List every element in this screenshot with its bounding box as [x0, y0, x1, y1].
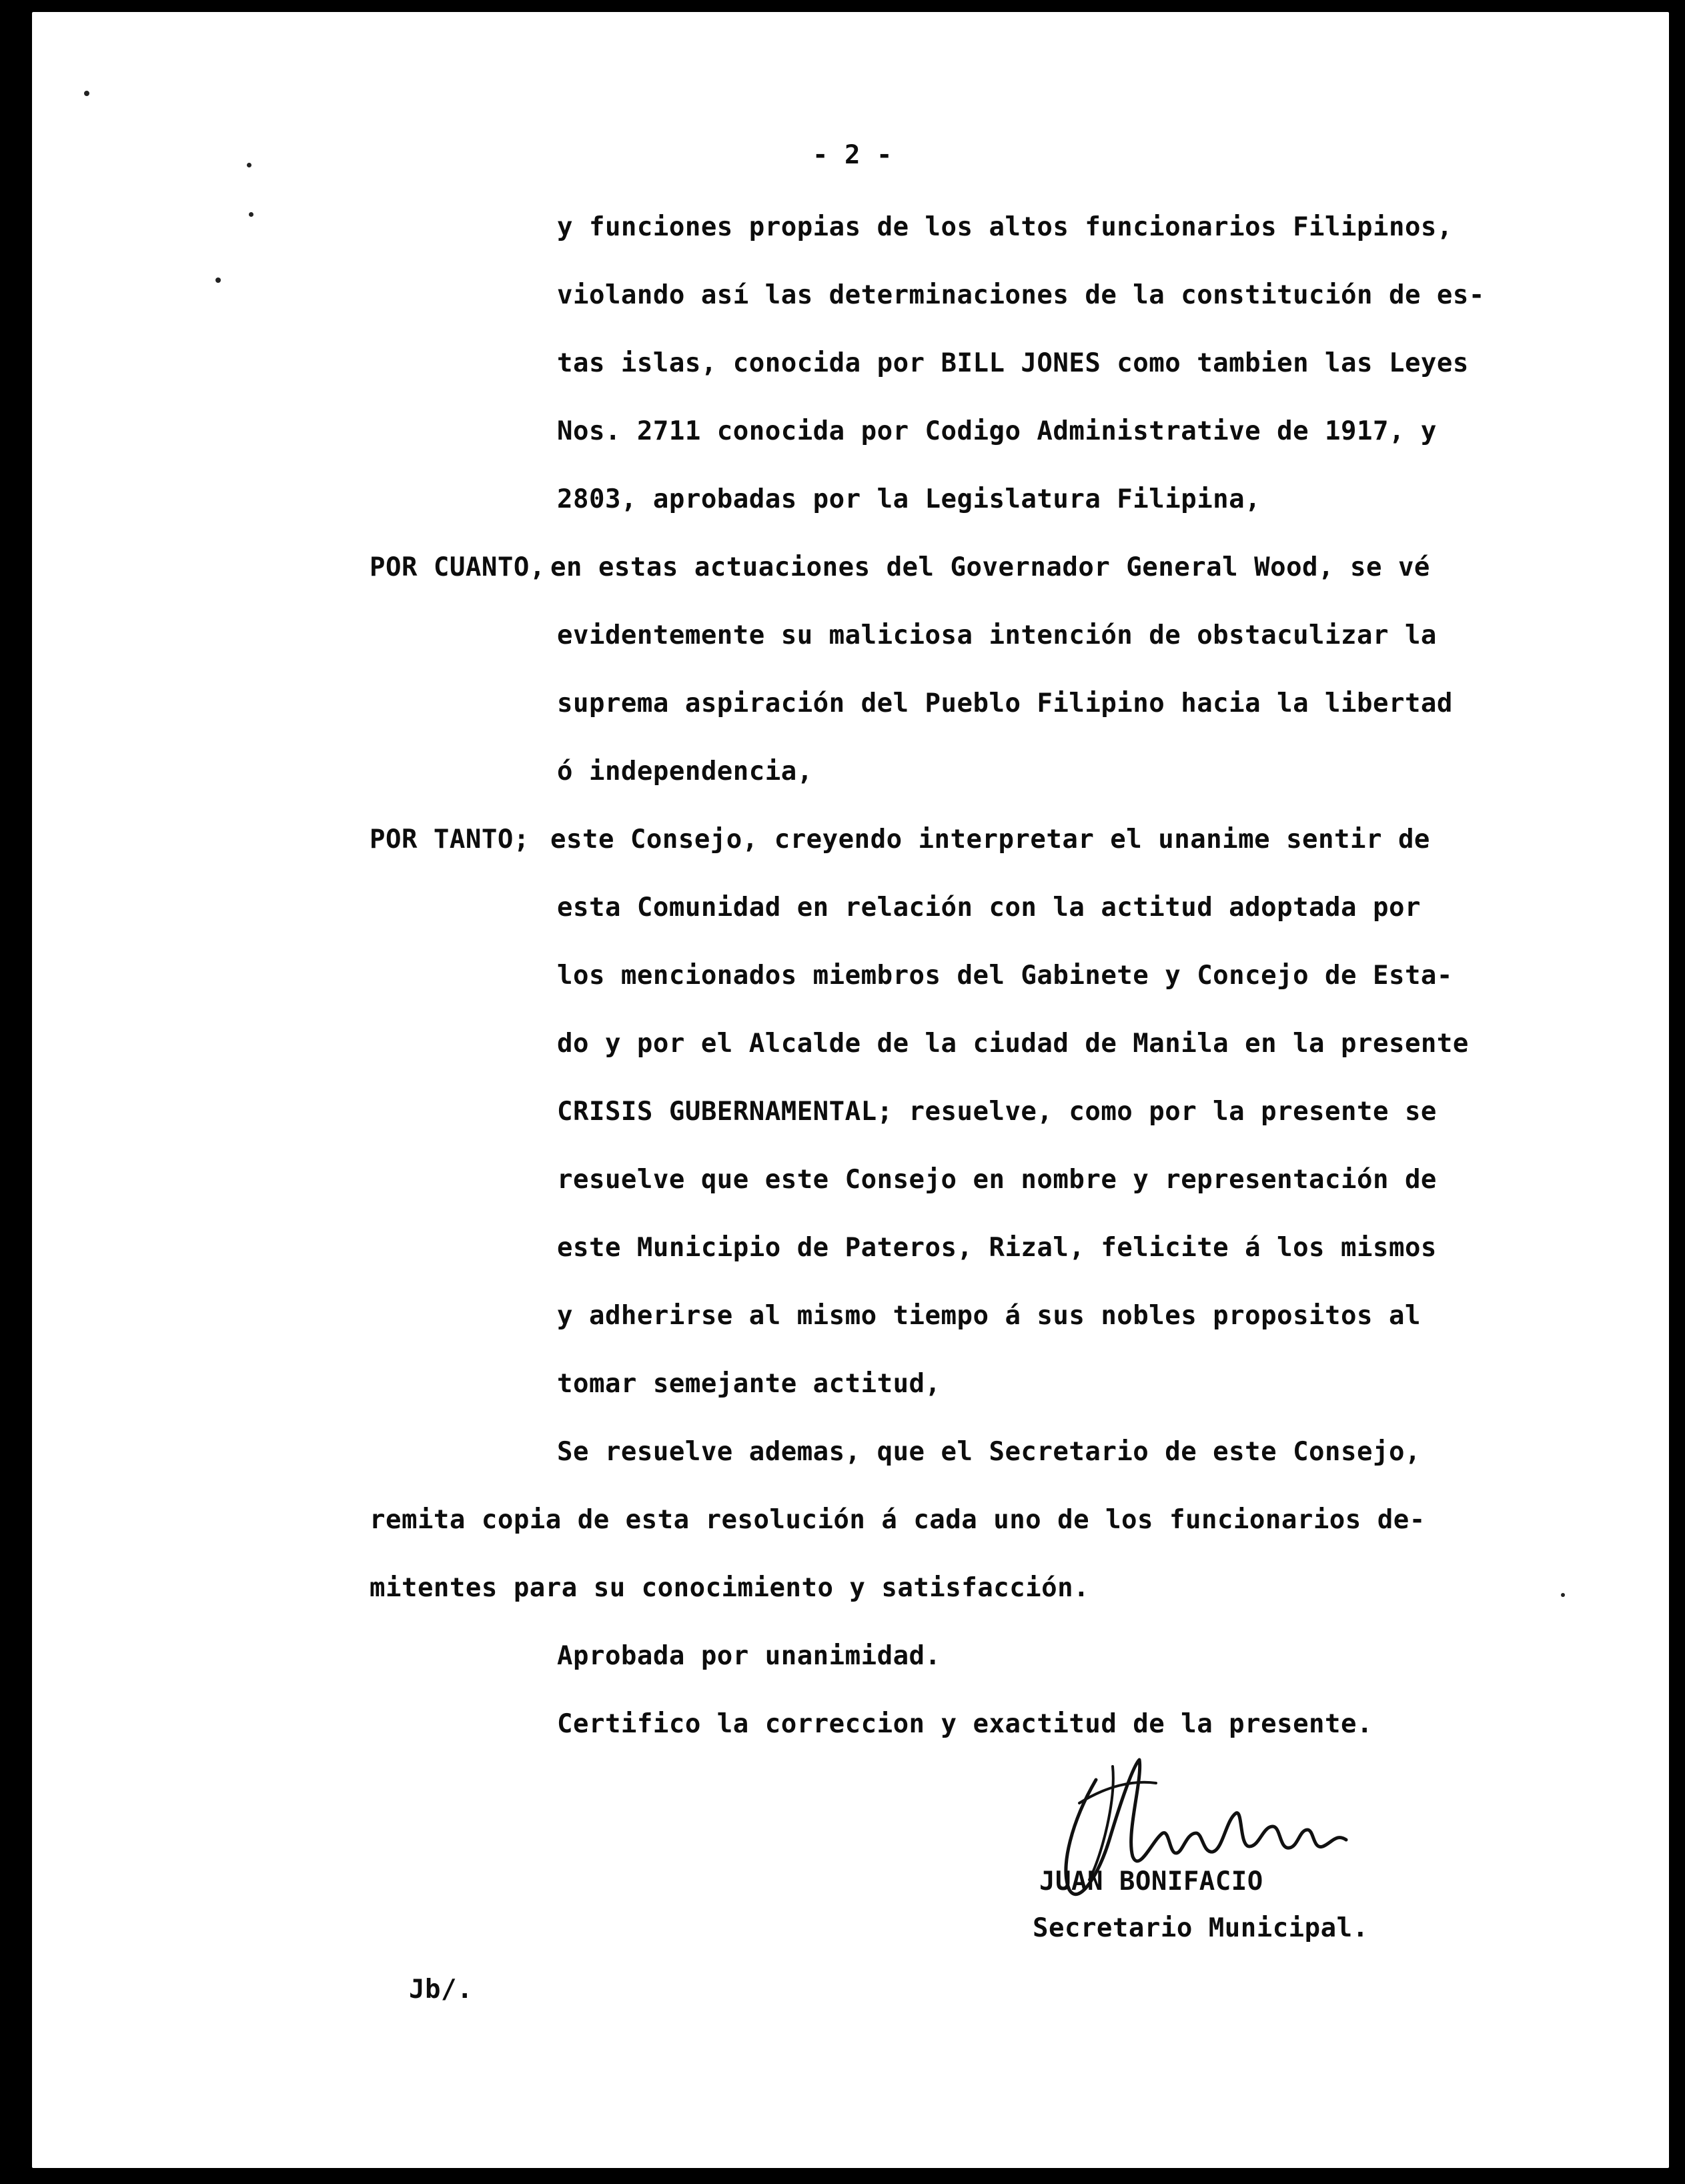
- line-text: este Consejo, creyendo interpretar el unanime sentir de: [550, 825, 1430, 855]
- text-line: y funciones propias de los altos funcionarios Filipinos,: [557, 212, 1453, 242]
- clause-label: POR TANTO;: [370, 825, 530, 855]
- text-line: Certifico la correccion y exactitud de la presente.: [557, 1709, 1373, 1739]
- text-line: 2803, aprobadas por la Legislatura Filipina,: [557, 484, 1261, 514]
- clause-label: POR CUANTO,: [370, 552, 546, 582]
- text-line: los mencionados miembros del Gabinete y Concejo de Esta-: [557, 961, 1453, 991]
- line-text: en estas actuaciones del Governador General Wood, se vé: [550, 552, 1430, 582]
- text-line: Se resuelve ademas, que el Secretario de este Consejo,: [557, 1437, 1421, 1467]
- text-line: Nos. 2711 conocida por Codigo Administrative de 1917, y: [557, 416, 1437, 446]
- typist-initials: Jb/.: [409, 1975, 473, 2005]
- text-line: este Municipio de Pateros, Rizal, felicite á los mismos: [557, 1233, 1437, 1263]
- scan-speck: [249, 212, 253, 217]
- text-line: Aprobada por unanimidad.: [557, 1641, 941, 1671]
- signatory-name: JUAN BONIFACIO: [1039, 1866, 1263, 1896]
- scan-speck: [84, 91, 89, 96]
- text-line: mitentes para su conocimiento y satisfacción.: [370, 1573, 1090, 1603]
- scan-speck: [1561, 1593, 1565, 1597]
- text-line: evidentemente su maliciosa intención de obstaculizar la: [557, 620, 1437, 650]
- text-line: [370, 552, 1430, 582]
- text-line: remita copia de esta resolución á cada uno de los funcionarios de-: [370, 1505, 1426, 1535]
- text-line: CRISIS GUBERNAMENTAL; resuelve, como por la presente se: [557, 1097, 1437, 1127]
- text-line: suprema aspiración del Pueblo Filipino hacia la libertad: [557, 688, 1453, 718]
- text-line: [370, 825, 1430, 855]
- document-page: [32, 12, 1669, 2168]
- signatory-title: Secretario Municipal.: [1033, 1913, 1369, 1943]
- scan-speck: [247, 163, 251, 167]
- text-line: violando así las determinaciones de la constitución de es-: [557, 280, 1485, 310]
- text-line: esta Comunidad en relación con la actitud adoptada por: [557, 893, 1421, 923]
- text-line: resuelve que este Consejo en nombre y representación de: [557, 1165, 1437, 1195]
- signature-block: [1033, 1740, 1379, 1943]
- text-line: tas islas, conocida por BILL JONES como tambien las Leyes: [557, 348, 1469, 378]
- page-number: - 2 -: [812, 140, 893, 170]
- text-line: y adherirse al mismo tiempo á sus nobles propositos al: [557, 1301, 1421, 1331]
- text-line: ó independencia,: [557, 756, 813, 786]
- scan-speck: [215, 278, 221, 283]
- text-line: do y por el Alcalde de la ciudad de Manila en la presente: [557, 1029, 1469, 1059]
- text-line: tomar semejante actitud,: [557, 1369, 941, 1399]
